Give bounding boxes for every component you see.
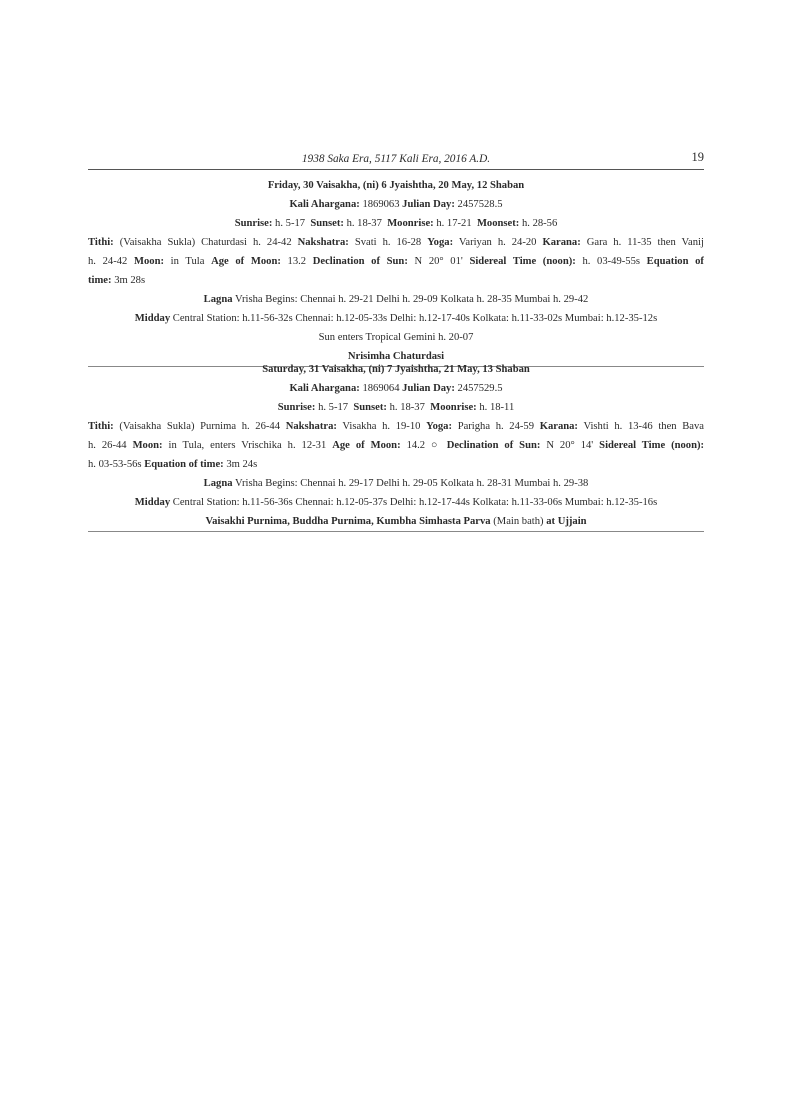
date-line: Saturday, 31 Vaisakha, (ni) 7 Jyaishtha, 21 May, 13 Shaban — [262, 364, 530, 375]
header-title: 1938 Saka Era, 5117 Kali Era, 2016 A.D. — [301, 153, 491, 165]
equation-line: h. 03-53-56s Equation of time: 3m 24s — [88, 459, 258, 470]
extra-line: Sun enters Tropical Gemini h. 20-07 — [318, 332, 474, 343]
midday-line: Midday Central Station: h.11-56-32s Chennai: h.12-05-33s Delhi: h.12-17-40s Kolkata: h.11-33-02s Mumbai: h.12-35-12s — [134, 313, 658, 324]
tithi-line: Tithi: (Vaisakha Sukla) Purnima h. 26-44 Nakshatra: Visakha h. 19-10 Yoga: Parigha h. 24-59 Karana: Vishti h. 13-46 then Bava — [88, 421, 704, 432]
equation-line: time: 3m 28s — [88, 275, 146, 286]
rise-set-line: Sunrise: h. 5-17 Sunset: h. 18-37 Moonrise: h. 18-11 — [277, 402, 515, 413]
festival-line: Vaisakhi Purnima, Buddha Purnima, Kumbha Simhasta Parva (Main bath) at Ujjain — [205, 516, 587, 527]
lagna-line: Lagna Vrisha Begins: Chennai h. 29-21 Delhi h. 29-09 Kolkata h. 28-35 Mumbai h. 29-42 — [203, 294, 589, 305]
lagna-line: Lagna Vrisha Begins: Chennai h. 29-17 Delhi h. 29-05 Kolkata h. 28-31 Mumbai h. 29-38 — [203, 478, 589, 489]
moon-line: h. 24-42 Moon: in Tula Age of Moon: 13.2 Declination of Sun: N 20° 01' Sidereal Time (noon): h. 03-49-55s Equation of — [88, 256, 704, 267]
page-header — [88, 152, 704, 170]
date-line: Friday, 30 Vaisakha, (ni) 6 Jyaishtha, 20 May, 12 Shaban — [267, 180, 525, 191]
day-entry-saturday — [88, 360, 704, 532]
page-number: 19 — [691, 150, 704, 164]
ahargana-line: Kali Ahargana: 1869063 Julian Day: 2457528.5 — [289, 199, 503, 210]
ahargana-line: Kali Ahargana: 1869064 Julian Day: 2457529.5 — [289, 383, 503, 394]
rise-set-line: Sunrise: h. 5-17 Sunset: h. 18-37 Moonrise: h. 17-21 Moonset: h. 28-56 — [234, 218, 558, 229]
moon-line: h. 26-44 Moon: in Tula, enters Vrischika h. 12-31 Age of Moon: 14.2 ○ Declination of Sun: N 20° 14' Sidereal Time (noon): — [88, 440, 705, 451]
midday-line: Midday Central Station: h.11-56-36s Chennai: h.12-05-37s Delhi: h.12-17-44s Kolkata: h.11-33-06s Mumbai: h.12-35-16s — [134, 497, 658, 508]
festival-line: Nrisimha Chaturdasi — [347, 351, 445, 362]
day-entry-friday — [88, 176, 704, 367]
tithi-line: Tithi: (Vaisakha Sukla) Chaturdasi h. 24-42 Nakshatra: Svati h. 16-28 Yoga: Variyan h. 24-20 Karana: Gara h. 11-35 then Vanij — [88, 237, 704, 248]
